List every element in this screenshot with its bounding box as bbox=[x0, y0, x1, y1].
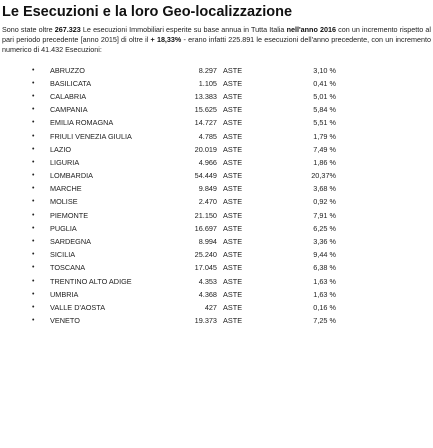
table-row bbox=[2, 275, 431, 288]
table-row bbox=[2, 248, 431, 261]
bullet-icon: • bbox=[32, 132, 35, 140]
execution-count: 9.849 bbox=[198, 184, 217, 194]
region-name: LOMBARDIA bbox=[50, 171, 93, 181]
count-unit: ASTE bbox=[223, 237, 243, 247]
bullet-icon: • bbox=[32, 251, 35, 259]
execution-count: 4.966 bbox=[198, 157, 217, 167]
execution-count: 2.470 bbox=[198, 197, 217, 207]
percentage-share: 1,79 % bbox=[313, 131, 336, 141]
region-name: ABRUZZO bbox=[50, 65, 85, 75]
percentage-share: 3,10 % bbox=[313, 65, 336, 75]
intro-text-3: con un incremento rispetto al pari periodo precedente [anno 2015] di oltre il bbox=[2, 25, 432, 45]
intro-text-4: - erano infatti 225.891 le esecuzioni dell'anno precedente, con un incremento numerico di 41.432 Esecuzioni: bbox=[2, 35, 431, 55]
region-name: UMBRIA bbox=[50, 289, 79, 299]
bullet-icon: • bbox=[32, 211, 35, 219]
region-name: SICILIA bbox=[50, 250, 76, 260]
count-unit: ASTE bbox=[223, 105, 243, 115]
percentage-share: 0,92 % bbox=[313, 197, 336, 207]
bullet-icon: • bbox=[32, 224, 35, 232]
region-table bbox=[2, 64, 431, 328]
bullet-icon: • bbox=[32, 106, 35, 114]
table-row bbox=[2, 222, 431, 235]
region-name: CALABRIA bbox=[50, 91, 87, 101]
bullet-icon: • bbox=[32, 79, 35, 87]
region-name: FRIULI VENEZIA GIULIA bbox=[50, 131, 132, 141]
percentage-share: 3,68 % bbox=[313, 184, 336, 194]
count-unit: ASTE bbox=[223, 316, 243, 326]
table-row bbox=[2, 156, 431, 169]
table-row bbox=[2, 77, 431, 90]
percentage-share: 6,25 % bbox=[313, 223, 336, 233]
count-unit: ASTE bbox=[223, 78, 243, 88]
intro-paragraph bbox=[2, 25, 431, 56]
percentage-share: 9,44 % bbox=[313, 250, 336, 260]
bullet-icon: • bbox=[32, 238, 35, 246]
bullet-icon: • bbox=[32, 317, 35, 325]
count-unit: ASTE bbox=[223, 157, 243, 167]
percentage-share: 5,01 % bbox=[313, 91, 336, 101]
bullet-icon: • bbox=[32, 303, 35, 311]
region-name: CAMPANIA bbox=[50, 105, 88, 115]
execution-count: 15.625 bbox=[194, 105, 217, 115]
percentage-share: 0,41 % bbox=[313, 78, 336, 88]
count-unit: ASTE bbox=[223, 302, 243, 312]
percentage-share: 20,37% bbox=[311, 171, 336, 181]
count-unit: ASTE bbox=[223, 197, 243, 207]
table-row bbox=[2, 130, 431, 143]
total-executions: 267.323 bbox=[54, 25, 81, 34]
bullet-icon: • bbox=[32, 66, 35, 74]
table-row bbox=[2, 143, 431, 156]
count-unit: ASTE bbox=[223, 184, 243, 194]
execution-count: 21.150 bbox=[194, 210, 217, 220]
region-name: MARCHE bbox=[50, 184, 82, 194]
count-unit: ASTE bbox=[223, 91, 243, 101]
execution-count: 4.353 bbox=[198, 276, 217, 286]
percentage-share: 0,16 % bbox=[313, 302, 336, 312]
region-name: BASILICATA bbox=[50, 78, 92, 88]
bullet-icon: • bbox=[32, 172, 35, 180]
execution-count: 8.297 bbox=[198, 65, 217, 75]
count-unit: ASTE bbox=[223, 118, 243, 128]
execution-count: 13.383 bbox=[194, 91, 217, 101]
region-name: EMILIA ROMAGNA bbox=[50, 118, 114, 128]
bullet-icon: • bbox=[32, 185, 35, 193]
percentage-share: 7,25 % bbox=[313, 316, 336, 326]
count-unit: ASTE bbox=[223, 223, 243, 233]
region-name: LIGURIA bbox=[50, 157, 80, 167]
table-row bbox=[2, 288, 431, 301]
region-name: PIEMONTE bbox=[50, 210, 89, 220]
percentage-share: 1,63 % bbox=[313, 276, 336, 286]
region-name: LAZIO bbox=[50, 144, 72, 154]
percentage-share: 5,84 % bbox=[313, 105, 336, 115]
region-name: VALLE D'AOSTA bbox=[50, 302, 106, 312]
execution-count: 8.994 bbox=[198, 237, 217, 247]
percentage-share: 1,63 % bbox=[313, 289, 336, 299]
execution-count: 16.697 bbox=[194, 223, 217, 233]
table-row bbox=[2, 261, 431, 274]
count-unit: ASTE bbox=[223, 289, 243, 299]
percentage-share: 7,91 % bbox=[313, 210, 336, 220]
percentage-share: 1,86 % bbox=[313, 157, 336, 167]
count-unit: ASTE bbox=[223, 171, 243, 181]
table-row bbox=[2, 314, 431, 327]
count-unit: ASTE bbox=[223, 250, 243, 260]
bullet-icon: • bbox=[32, 277, 35, 285]
execution-count: 54.449 bbox=[194, 171, 217, 181]
table-row bbox=[2, 116, 431, 129]
count-unit: ASTE bbox=[223, 144, 243, 154]
table-row bbox=[2, 103, 431, 116]
bullet-icon: • bbox=[32, 145, 35, 153]
execution-count: 20.019 bbox=[194, 144, 217, 154]
table-row bbox=[2, 301, 431, 314]
intro-text-1: Sono state oltre bbox=[2, 25, 55, 34]
percentage-share: 3,36 % bbox=[313, 237, 336, 247]
count-unit: ASTE bbox=[223, 276, 243, 286]
count-unit: ASTE bbox=[223, 210, 243, 220]
table-row bbox=[2, 182, 431, 195]
bullet-icon: • bbox=[32, 158, 35, 166]
intro-text-2: Le esecuzioni Immobiliari esperite su base annua in Tutta Italia bbox=[80, 25, 287, 34]
year-label: nell'anno 2016 bbox=[286, 25, 336, 34]
execution-count: 4.368 bbox=[198, 289, 217, 299]
bullet-icon: • bbox=[32, 198, 35, 206]
region-name: MOLISE bbox=[50, 197, 78, 207]
percentage-share: 7,49 % bbox=[313, 144, 336, 154]
execution-count: 1.105 bbox=[198, 78, 217, 88]
execution-count: 4.785 bbox=[198, 131, 217, 141]
table-row bbox=[2, 235, 431, 248]
region-name: SARDEGNA bbox=[50, 237, 91, 247]
execution-count: 19.373 bbox=[194, 316, 217, 326]
bullet-icon: • bbox=[32, 92, 35, 100]
execution-count: 25.240 bbox=[194, 250, 217, 260]
region-name: PUGLIA bbox=[50, 223, 77, 233]
region-name: TOSCANA bbox=[50, 263, 86, 273]
table-row bbox=[2, 209, 431, 222]
percentage-share: 5,51 % bbox=[313, 118, 336, 128]
table-row bbox=[2, 195, 431, 208]
execution-count: 14.727 bbox=[194, 118, 217, 128]
percentage-share: 6,38 % bbox=[313, 263, 336, 273]
table-row bbox=[2, 169, 431, 182]
region-name: TRENTINO ALTO ADIGE bbox=[50, 276, 132, 286]
table-row bbox=[2, 90, 431, 103]
bullet-icon: • bbox=[32, 119, 35, 127]
execution-count: 17.045 bbox=[194, 263, 217, 273]
count-unit: ASTE bbox=[223, 65, 243, 75]
bullet-icon: • bbox=[32, 290, 35, 298]
table-row bbox=[2, 64, 431, 77]
count-unit: ASTE bbox=[223, 263, 243, 273]
page-title: Le Esecuzioni e la loro Geo-localizzazione bbox=[2, 4, 293, 20]
execution-count: 427 bbox=[204, 302, 217, 312]
bullet-icon: • bbox=[32, 264, 35, 272]
region-name: VENETO bbox=[50, 316, 80, 326]
increase-percentage: + 18,33% bbox=[150, 35, 182, 45]
count-unit: ASTE bbox=[223, 131, 243, 141]
